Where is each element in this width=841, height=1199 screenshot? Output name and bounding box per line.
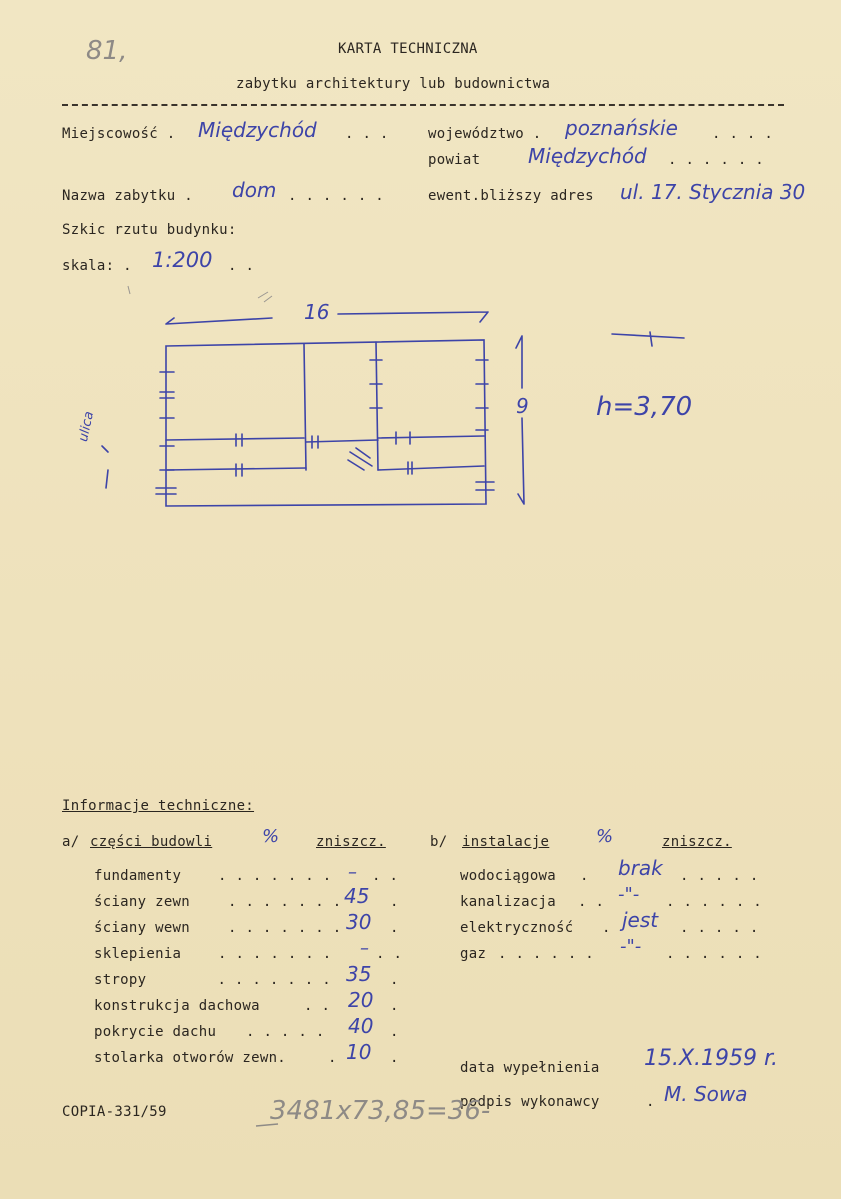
szkic-label: Szkic rzutu budynku: bbox=[62, 222, 237, 238]
a-item-label: sklepienia bbox=[94, 946, 182, 962]
b-item-value: jest bbox=[622, 908, 659, 932]
nazwa-label: Nazwa zabytku . bbox=[62, 188, 193, 204]
dot-leader: . . . . . . . bbox=[218, 868, 332, 884]
b-item-label: kanalizacja bbox=[460, 894, 557, 910]
dot-leader: . . bbox=[304, 998, 331, 1014]
depth-label: 9 bbox=[516, 394, 529, 418]
section-a-zniszcz: zniszcz. bbox=[316, 834, 386, 850]
dot-leader: . . . . . . bbox=[288, 188, 385, 204]
a-item-label: ściany wewn bbox=[94, 920, 191, 936]
dot-leader: . bbox=[390, 1050, 399, 1066]
dot-leader: . bbox=[390, 1024, 399, 1040]
page-number: 81, bbox=[86, 36, 128, 66]
card-title: KARTA TECHNICZNA bbox=[338, 41, 478, 57]
dot-leader: . . . . bbox=[712, 126, 774, 142]
section-b-title: instalacje bbox=[462, 834, 550, 850]
dot-leader: . . . . . bbox=[246, 1024, 325, 1040]
dot-leader: . . bbox=[578, 894, 605, 910]
width-label: 16 bbox=[304, 300, 330, 324]
b-item-label: gaz bbox=[460, 946, 487, 962]
pencil-calculation: 3481x73,85=36- bbox=[270, 1096, 491, 1126]
dot-leader: . . . bbox=[345, 126, 389, 142]
tech-heading: Informacje techniczne: bbox=[62, 798, 255, 814]
dot-leader: . . bbox=[228, 258, 255, 274]
a-item-label: konstrukcja dachowa bbox=[94, 998, 260, 1014]
a-item-value: 20 bbox=[348, 988, 374, 1012]
b-item-value: -"- bbox=[620, 936, 642, 957]
b-item-value: brak bbox=[618, 856, 663, 880]
dot-leader: . . . . . . bbox=[666, 894, 763, 910]
data-label: data wypełnienia bbox=[460, 1060, 600, 1076]
b-item-label: wodociągowa bbox=[460, 868, 557, 884]
b-item-label: elektryczność bbox=[460, 920, 574, 936]
a-item-label: stropy bbox=[94, 972, 147, 988]
section-a-prefix: a/ bbox=[62, 834, 80, 850]
a-item-value: 10 bbox=[346, 1040, 372, 1064]
adres-value: ul. 17. Stycznia 30 bbox=[620, 180, 806, 204]
dot-leader: . . . . . . bbox=[498, 946, 595, 962]
dot-leader: . . . . . . bbox=[668, 152, 765, 168]
a-item-value: 35 bbox=[346, 962, 372, 986]
section-a-percent: % bbox=[262, 826, 280, 847]
dot-leader: . bbox=[390, 920, 399, 936]
a-item-label: fundamenty bbox=[94, 868, 182, 884]
dot-leader: . bbox=[390, 998, 399, 1014]
dot-leader: . bbox=[328, 1050, 337, 1066]
dot-leader: . . . . . . . bbox=[200, 972, 331, 988]
dot-leader: . . bbox=[372, 868, 399, 884]
section-a-title: części budowli bbox=[90, 834, 213, 850]
dot-leader: . . . . . . . bbox=[228, 894, 342, 910]
a-item-value: 45 bbox=[344, 884, 370, 908]
skala-value: 1:200 bbox=[152, 248, 213, 272]
b-item-value: -"- bbox=[618, 884, 640, 905]
dot-leader: . bbox=[580, 868, 589, 884]
podpis-value: M. Sowa bbox=[664, 1082, 748, 1106]
copia-number: COPIA-331/59 bbox=[62, 1104, 167, 1120]
wojewodztwo-value: poznańskie bbox=[565, 116, 678, 140]
dot-leader: . bbox=[390, 894, 399, 910]
data-value: 15.X.1959 r. bbox=[644, 1046, 779, 1071]
dot-leader: . . bbox=[376, 946, 403, 962]
a-item-label: pokrycie dachu bbox=[94, 1024, 217, 1040]
powiat-label: powiat bbox=[428, 152, 481, 168]
card-subtitle: zabytku architektury lub budownictwa bbox=[236, 76, 551, 92]
section-b-prefix: b/ bbox=[430, 834, 448, 850]
section-b-zniszcz: zniszcz. bbox=[662, 834, 732, 850]
podpis-label: podpis wykonawcy bbox=[460, 1094, 600, 1110]
a-item-label: ściany zewn bbox=[94, 894, 191, 910]
miejscowosc-label: Miejscowość . bbox=[62, 126, 176, 142]
dot-leader: . . . . . bbox=[680, 868, 759, 884]
side-note: ulica bbox=[76, 410, 98, 444]
a-item-value: 30 bbox=[346, 910, 372, 934]
dot-leader: . . . . . . . bbox=[218, 946, 332, 962]
wojewodztwo-label: województwo . bbox=[428, 126, 542, 142]
miejscowosc-value: Międzychód bbox=[198, 118, 317, 142]
height-label: h=3,70 bbox=[596, 392, 693, 422]
skala-label: skala: . bbox=[62, 258, 132, 274]
a-item-value: – bbox=[360, 938, 369, 959]
powiat-value: Międzychód bbox=[528, 144, 647, 168]
section-b-percent: % bbox=[596, 826, 614, 847]
nazwa-value: dom bbox=[232, 178, 277, 202]
dot-leader: . . . . . . bbox=[666, 946, 763, 962]
dot-leader: . bbox=[390, 972, 399, 988]
a-item-value: – bbox=[348, 862, 357, 883]
dot-leader: . bbox=[602, 920, 611, 936]
dot-leader: . . . . . . . bbox=[228, 920, 342, 936]
a-item-value: 40 bbox=[348, 1014, 374, 1038]
adres-label: ewent.bliższy adres bbox=[428, 188, 594, 204]
a-item-label: stolarka otworów zewn. bbox=[94, 1050, 287, 1066]
dot-leader: . bbox=[646, 1094, 655, 1110]
dot-leader: . . . . . bbox=[680, 920, 759, 936]
